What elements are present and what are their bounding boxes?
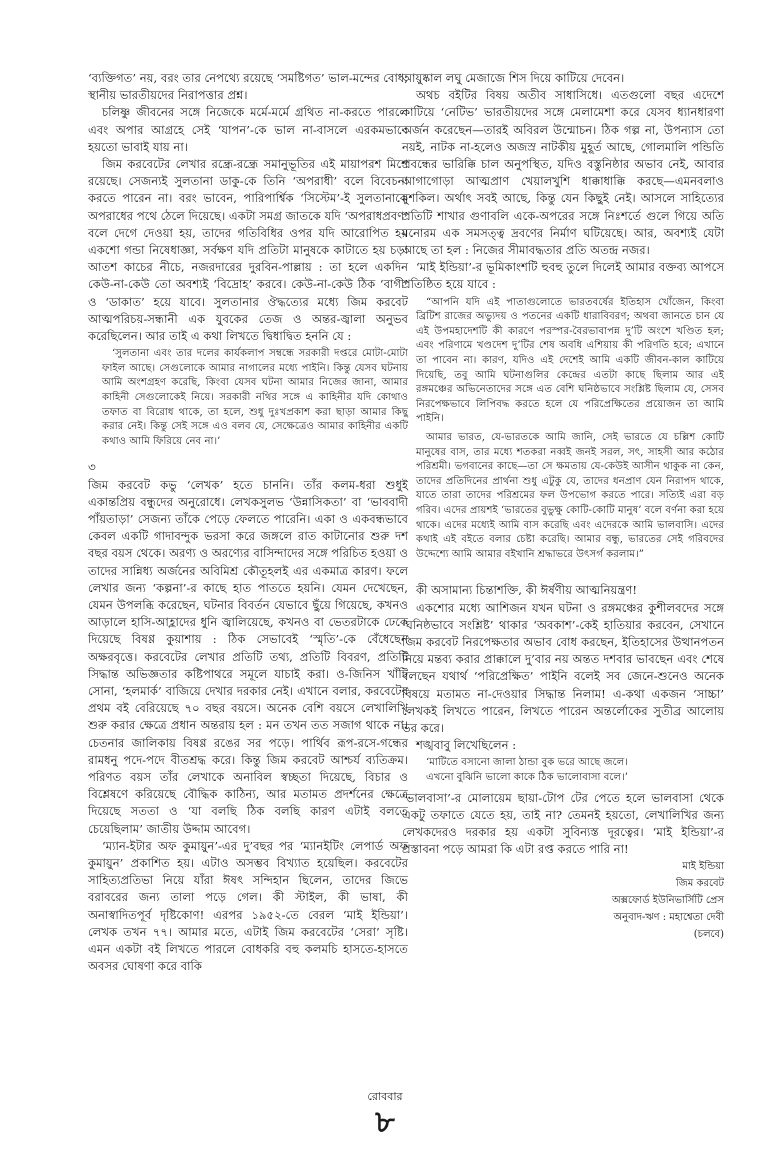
- page-number: ৮: [375, 1105, 395, 1140]
- book-title: মাই ইন্ডিয়া: [682, 861, 724, 873]
- paragraph: একশোর মধ্যে আশিজন যখন ঘটনা ও রঙ্গমঞ্চের কুশীলবদের সঙ্গে ‘ঘনিষ্ঠভাবে সংশ্লিষ্ট’ থাকার ‘অবকাশ’-কেই হাতিয়ার করবেন, সেখানে জিম করবেট নিরপেক্ষতার অভাব বোধ করছেন, ইতিহাসের উত্থানপতন নিয়ে মন্তব্য করার প্রাক্কালে দু’বার নয় অন্তত দশবার ভাবছেন এবং শেষে বলছেন যথার্থ ‘পরিপ্রেক্ষিত’ পাইনি বলেই সব জেনে-শুনেও অনেক বিষয়ে মতামত না-দেওয়ার সিদ্ধান্ত নিলাম! এ-কথা একজন ‘সাচ্চা’ লেখকই লিখতে পারেন, লিখতে পারেন অন্তর্লোকের সুতীব্র আলোয় ভর করে।: [402, 600, 724, 735]
- citation-block: [402, 858, 724, 943]
- paragraph: জিম করবেট কভু ‘লেখক’ হতে চাননি। তাঁর কলম-ধরা শুধুই একান্তপ্রিয় বন্ধুদের অনুরোধে। লেখকসুলভ ‘উন্নাসিকতা’ বা ‘ভাববাদী পাঁয়তাড়া’ সেজন্য তাঁকে পেড়ে ফেলতে পারেনি। একা ও একবন্ধভাবে কেবল একটি গাদাবন্দুক ভরসা করে জঙ্গলে রাত কাটানোর শুরু দশ বছর বয়স থেকে। অরণ্য ও অরণ্যের বাসিন্দাদের সঙ্গে পরিচিত হওয়া ও তাদের সান্নিধ্য অর্জনের অবিমিশ্র কৌতূহলই এর একমাত্র কারণ। ফলে লেখার জন্য ‘কল্পনা’-র কাছে হাত পাততে হয়নি। যেমন দেখেছেন, যেমন উপলব্ধি করেছেন, ঘটনার বিবর্তন যেভাবে ছুঁয়ে গিয়েছে, কখনও আড়ালে হাসি-আহ্লাদের ধুনি জ্বালিয়েছে, কখনও বা ভেতরটাকে ঢেকে দিয়েছে বিষণ্ণ কুয়াশায় : ঠিক সেভাবেই ‘স্মৃতি’-কে বেঁধেছেন অক্ষরবৃত্তে। করবেটের লেখার প্রতিটি তথ্য, প্রতিটি বিবরণ, প্রতিটি সিদ্ধান্ত অভিজ্ঞতার কষ্টিপাথরে সমূলে যাচাই করা। ও-জিনিস খাঁটি সোনা, ‘হলমার্ক’ বাজিয়ে দেখার দরকার নেই। এখানে বলার, করবেটের প্রথম বই বেরিয়েছে ৭০ বছর বয়সে। অনেক বেশি বয়সে লেখালিখি শুরু করার ক্ষেত্রে প্রধান অন্তরায় হল : মন তখন তত সজাগ থাকে না। চেতনার জালিকায় বিষণ্ণ রঙের সর পড়ে। পার্থিব রূপ-রসে-গন্ধের রামধনু পদে-পদে বীতশ্রদ্ধ করে। কিন্তু জিম করবেট আশ্চর্য ব্যতিক্রম। পরিণত বয়স তাঁর লেখাকে অনাবিল স্বচ্ছতা দিয়েছে, বিচার ও বিশ্লেষণে করিয়েছে বৌদ্ধিক কাঠিন্য, আর মতামত প্রদর্শনের ক্ষেত্রে দিয়েছে সততা ও ‘যা বলছি ঠিক বলছি কারণ এটাই বলতে চেয়েছিলাম’ জাতীয় উদ্দাম আবেগ।: [88, 477, 408, 836]
- publisher: অক্সফোর্ড ইউনিভার্সিটি প্রেস: [611, 895, 724, 907]
- author: জিম করবেট: [675, 878, 724, 890]
- paragraph: ‘মাই ইন্ডিয়া’-র ভূমিকাংশটি হুবহু তুলে দিলেই আমার বক্তব্য আপসে প্রতিষ্ঠিত হয়ে যাবে :: [402, 260, 724, 292]
- poem-line: ‘মাটিতে বসানো জালা ঠান্ডা বুক ভরে আছে জলে।: [426, 757, 628, 769]
- spacer: [402, 566, 724, 582]
- block-quote: “আপনি যদি এই পাতাগুলোতে ভারতবর্ষের ইতিহাস খোঁজেন, কিংবা ব্রিটিশ রাজের অভ্যুদয় ও পতনের একটি ধারাবিবরণ; অথবা জানতে চান যে এই উপমহাদেশটি কী কারণে পরস্পর-বৈরভাবাপন্ন দু’টি অংশে খণ্ডিত হল; এবং পরিণামে খণ্ডদেশ দু’টির শেষ অবধি এশিয়ায় কী পরিণতি হবে; এখানে তা পাবেন না। কারণ, যদিও এই দেশেই আমি একটি জীবন-কাল কাটিয়ে দিয়েছি, তবু আমি ঘটনাগুলির কেন্দ্রের এতটা কাছে ছিলাম আর এই রঙ্গমঞ্চের অভিনেতাদের সঙ্গে এত বেশি ঘনিষ্ঠভাবে সংশ্লিষ্ট ছিলাম যে, সেসব নিরপেক্ষভাবে লিপিবদ্ধ করতে হলে যে পরিপ্রেক্ষিতের প্রয়োজন তা আমি পাইনি।: [416, 296, 724, 425]
- paragraph: ‘ম্যান-ইটার অফ কুমায়ুন’-এর দু’বছর পর ‘ম্যানইটিং লেপার্ড অফ কুমায়ুন’ প্রকাশিত হয়। এটাও অসম্ভব বিখ্যাত হয়েছিল। করবেটের সাহিত্যপ্রতিভা নিয়ে যাঁরা ঈষৎ সন্দিহান ছিলেন, তাদের জিভে বরাবরের জন্য তালা পড়ে গেল। কী স্টাইল, কী ভাষা, কী অনাস্বাদিতপূর্ব দৃষ্টিকোণ! এরপর ১৯৫২-তে বেরল ‘মাই ইন্ডিয়া’। লেখক তখন ৭৭। আমার মতে, এটাই জিম করবেটের ‘সেরা’ সৃষ্টি। এমন একটা বই লিখতে পারলে বোধকরি বহু কলমচি হাসতে-হাসতে অবসর ঘোষণা করে বাকি: [88, 838, 408, 974]
- block-quote: আমার ভারত, যে-ভারতকে আমি জানি, সেই ভারতে যে চল্লিশ কোটি মানুষের বাস, তার মধ্যে শতকরা নব্বই জনই সরল, সৎ, সাহসী আর কঠোর পরিশ্রমী। ভগবানের কাছে—তা সে ক্ষমতায় যে-কেউই আসীন থাকুক না কেন, তাদের প্রতিদিনের প্রার্থনা শুধু এটুকু যে, তাদের ধনপ্রাণ যেন নিরাপদ থাকে, যাতে তারা তাদের পরিশ্রমের ফল উপভোগ করতে পারে। সত্যিই এরা বড় গরিব। এদের প্রায়শই ‘ভারতের বুভুক্ষু কোটি-কোটি মানুষ’ বলে বর্ণনা করা হয়ে থাকে। এদের মধ্যেই আমি বাস করেছি এবং এদেরকে আমি ভালবাসি। এদের কথাই এই বইতে বলার চেষ্টা করেছি। আমার বন্ধু, ভারতের সেই গরিবদের উদ্দেশ্যে আমি আমার বইখানি শ্রদ্ধাভরে উৎসর্গ করলাম।”: [416, 431, 724, 560]
- paragraph: অথচ বইটির বিষয় অতীব সাধাসিধে। এতগুলো বছর এদেশে কাটিয়ে ‘নেটিভ’ ভারতীয়দের সঙ্গে মেলামেশা করে যেসব ধ্যানধারণা অর্জন করেছেন—তারই অবিরল উন্মোচন। ঠিক গল্প না, উপন্যাস তো নয়ই, নাটক না-হলেও অজস্র নাটকীয় মুহূর্ত আছে, গোলমালি পন্ডিতি প্রবন্ধের ভারিক্কি চাল অনুপস্থিত, যদিও বস্তুনিষ্ঠার অভাব নেই, আবার আগাগোড়া আত্মপ্রাণ খেয়ালখুশি ধাক্কাধাক্কি করছে—এমনবলাও মুশকিল। অর্থাৎ সবই আছে, কিন্তু যেন কিছুই নেই। আসলে সাহিত্যের প্রতিটি শাখার গুণাবলি একে-অপরের সঙ্গে নিঃশর্তে গুলে গিয়ে অতি মনোরম এক সমসত্ত্ব দ্রবণের নির্মাণ ঘটিয়েছে। আর, অবশ্যই যেটা আছে তা হল : নিজের সীমাবদ্ধতার প্রতি অতন্দ্র নজর।: [402, 88, 724, 258]
- left-column: [88, 70, 408, 976]
- paragraph: জিম করবেটের লেখার রন্ধ্রে-রন্ধ্রে সমানুভূতির এই মায়াপরশ মিশে রয়েছে। সেজন্যই সুলতানা ডাকু-কে তিনি ‘অপরাধী’ বলে বিবেচনা করতে পারেন না। বরং ভাবেন, পারিপার্শ্বিক ‘সিস্টেম’-ই সুলতানাকে অপরাধের পথে ঠেলে দিয়েছে। একটা সমগ্র জাতকে যদি ‘অপরাধপ্রবণ’ বলে দেগে দেওয়া হয়, তাদের গতিবিধির ওপর যদি আরোপিত হয় একশো গন্ডা নিষেধাজ্ঞা, সর্বক্ষণ যদি প্রতিটা মানুষকে কাটাতে হয় চড়া আতশ কাচের নীচে, নজরদারের দুরবিন-পাল্লায় : তা হলে একদিন কেউ-না-কেউ তো অবশ্যই ‘বিদ্রোহ’ করবে। কেউ-না-কেউ ঠিক ‘বাগী’ ও ‘ডাকাত’ হয়ে যাবে। সুলতানার ঔদ্ধত্যের মধ্যে জিম করবেট আত্মপরিচয়-সন্ধানী এক যুবকের তেজ ও অন্তর-জ্বালা অনুভব করেছিলেন। আর তাই এ কথা লিখতে দ্বিধাদ্বিত হননি যে :: [88, 157, 408, 344]
- block-quote: ‘সুলতানা এবং তার দলের কার্যকলাপ সম্বন্ধে সরকারী দপ্তরে মোটা-মোটা ফাইল আছে। সেগুলোকে আমার নাগালের মধ্যে পাইনি। কিন্তু যেসব ঘটনায় আমি অংশগ্রহণ করেছি, কিংবা যেসব ঘটনা আমার নিজের জানা, আমার কাহিনী সেগুলোকেই নিয়ে। সরকারী নথির সঙ্গে এ কাহিনীর যদি কোথাও তফাত বা বিরোধ থাকে, তা হলে, শুধু দুঃখপ্রকাশ করা ছাড়া আমার কিছু করার নেই। কিন্তু সেই সঙ্গে এও বলব যে, সেক্ষেত্রেও আমার কাহিনীর একটি কথাও আমি ফিরিয়ে নেব না।’: [102, 348, 408, 447]
- poem-line: এখনো বুঝিনি ভালো কাকে ঠিক ভালোবাসা বলে।’: [426, 771, 628, 783]
- paragraph: ‘ব্যক্তিগত’ নয়, বরং তার নেপথ্যে রয়েছে ‘সমষ্টিগত’ ভাল-মন্দের বোধ, স্থানীয় ভারতীয়দের নিরাপত্তার প্রশ্ন।: [88, 71, 408, 103]
- magazine-name: রোববার: [367, 1090, 403, 1103]
- paragraph: আয়ুষ্কাল লঘু মেজাজে শিস দিয়ে কাটিয়ে দেবেন।: [402, 71, 625, 85]
- paragraph: কী অসামান্য চিন্তাশক্তি, কী ঈর্ষণীয় আত্মনিয়ন্ত্রণ!: [416, 583, 638, 598]
- paragraph: ‘ভালবাসা’-র মোলায়েম ছায়া-টোপ টের পেতে হলে ভালবাসা থেকে একটু তফাতে যেতে হয়, তাই না? তেমনই হয়তো, লেখালিখির জন্য লেখকদেরও দরকার হয় একটা সুবিন্যস্ত দূরত্বের। ‘মাই ইন্ডিয়া’-র প্রস্তাবনা পড়ে আমরা কি এটা রপ্ত করতে পারি না!: [402, 790, 724, 857]
- continued-note: (চলবে): [693, 929, 724, 941]
- section-number: ৩: [88, 460, 96, 475]
- right-column: [402, 70, 724, 943]
- paragraph: শঙ্খবাবু লিখেছিলেন :: [416, 738, 517, 753]
- paragraph: চলিষ্ণু জীবনের সঙ্গে নিজেকে মর্মে-মর্মে গ্রথিত না-করতে পারলে এবং অপার আগ্রহে সেই ‘যাপন’-কে ভাল না-বাসলে এরকমভাবে হয়তো ভাবাই যায় না।: [88, 105, 408, 154]
- translation-credit: অনুবাদ-ঋণ : মহাশ্বেতা দেবী: [613, 912, 724, 924]
